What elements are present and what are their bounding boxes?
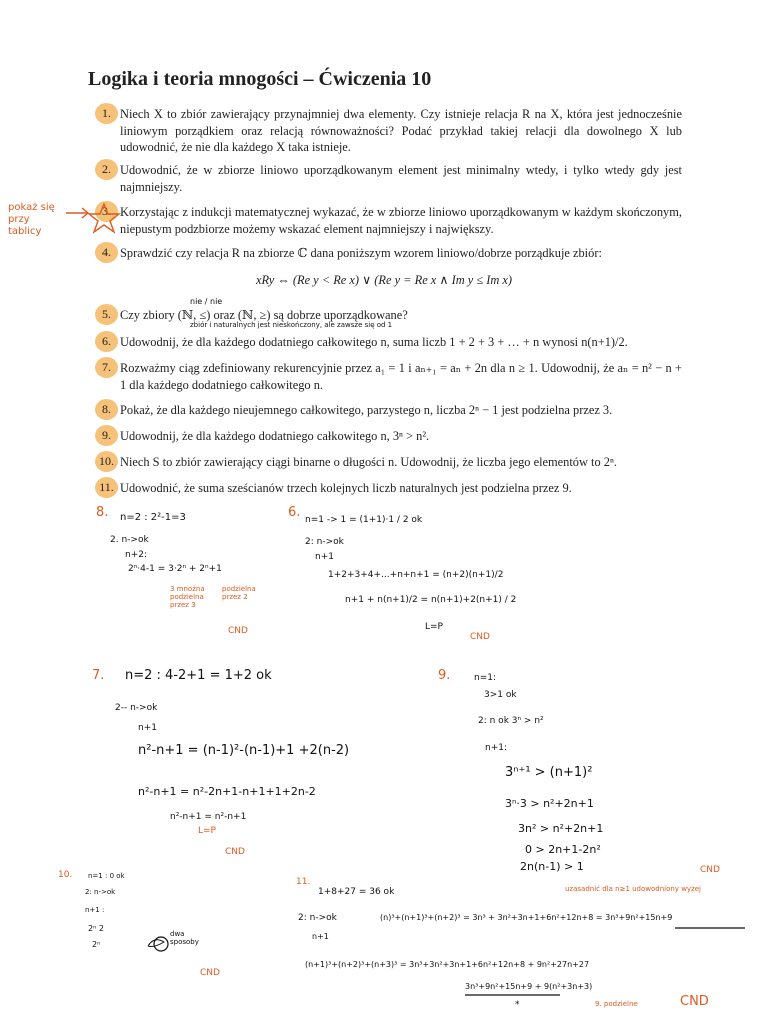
s9-note: uzasadnić dla n≥1 udowodniony wyżej bbox=[565, 885, 701, 893]
s10-line: n=1 : 0 ok bbox=[88, 872, 125, 880]
exercise-text: Niech X to zbiór zawierający przynajmniej dwa elementy. Czy istnieje relacja R na X, która jest jednocześnie liniowym porządkiem oraz relacją równoważności? Podać przykład takiej relacji dla dowolnego X lub udowodnić, że nie dla każdego X taka istnieje. bbox=[120, 107, 682, 155]
exercise-text: Niech S to zbiór zawierający ciągi binarne o długości n. Udowodnij, że liczba jego elementów to 2ⁿ. bbox=[120, 455, 617, 469]
s6-label: 6. bbox=[288, 505, 301, 520]
exercise-number: 2. bbox=[95, 159, 118, 180]
exercise-text: Udowodnić, że suma sześcianów trzech kolejnych liczb naturalnych jest podzielna przez 9. bbox=[120, 481, 572, 495]
s8-label: 8. bbox=[96, 505, 109, 520]
s7-line: 2-- n->ok bbox=[115, 703, 158, 713]
exercise-text: Udowodnij, że dla każdego dodatniego całkowitego n, suma liczb 1 + 2 + 3 + … + n wynosi n(n+1)/2. bbox=[120, 335, 628, 349]
s8-cnd: CND bbox=[228, 626, 248, 636]
s9-line: 3n² > n²+2n+1 bbox=[518, 822, 604, 835]
s6-line: n+1 + n(n+1)/2 = n(n+1)+2(n+1) / 2 bbox=[345, 595, 517, 605]
s9-line: 3ⁿ⁺¹ > (n+1)² bbox=[505, 765, 593, 780]
s11-line: 1+8+27 = 36 ok bbox=[318, 887, 395, 897]
star-icon bbox=[89, 204, 119, 232]
s7-cnd: CND bbox=[225, 847, 245, 857]
exercise-number: 8. bbox=[95, 399, 118, 420]
s10-label: 10. bbox=[58, 870, 73, 880]
s6-line: n=1 -> 1 = (1+1)·1 / 2 ok bbox=[305, 515, 423, 525]
ex5-subnote: zbiór i naturalnych jest nieskończony, ale zawsze się od 1 bbox=[190, 321, 393, 329]
s6-line: L=P bbox=[425, 622, 443, 632]
page-title: Logika i teoria mnogości – Ćwiczenia 10 bbox=[88, 68, 432, 90]
s11-line: (n)³+(n+1)³+(n+2)³ = 3n³ + 3n²+3n+1+6n²+12n+8 = 3n³+9n²+15n+9 bbox=[380, 913, 673, 922]
ex5-note: nie / nie bbox=[190, 297, 223, 306]
s6-cnd: CND bbox=[470, 632, 490, 642]
s10-line: 2ⁿ 2 bbox=[88, 924, 104, 933]
exercise-text: Udowodnić, że w zbiorze liniowo uporządkowanym element jest minimalny wtedy, i tylko wtedy gdy jest najmniejszy. bbox=[120, 163, 682, 194]
exercise-text: Korzystając z indukcji matematycznej wykazać, że w zbiorze liniowo uporządkowanym w każdym skończonym, niepustym podzbiorze możemy wskazać element najmniejszy i największy. bbox=[120, 205, 682, 236]
s10-note: dwa sposoby bbox=[170, 930, 199, 946]
s11-cnd: CND bbox=[680, 994, 709, 1009]
exercise-number: 10. bbox=[95, 451, 118, 472]
exercise-number: 7. bbox=[95, 357, 118, 378]
exercise-number: 5. bbox=[95, 304, 118, 325]
s7-line: n+1 bbox=[138, 723, 157, 733]
s9-line: n+1: bbox=[485, 743, 508, 753]
exercise-text: Sprawdzić czy relacja R na zbiorze ℂ dana poniższym wzorem liniowo/dobrze porządkuje zbiór: bbox=[120, 246, 602, 260]
exercise-text: Udowodnij, że dla każdego dodatniego całkowitego n, 3ⁿ > n². bbox=[120, 429, 430, 443]
exercise-number: 11. bbox=[95, 477, 118, 498]
s8-line: 2ⁿ·4-1 = 3·2ⁿ + 2ⁿ+1 bbox=[128, 564, 222, 574]
s9-line: 3>1 ok bbox=[484, 690, 517, 700]
s7-line: n²-n+1 = (n-1)²-(n-1)+1 +2(n-2) bbox=[138, 743, 350, 758]
exercise-number: 1. bbox=[95, 103, 118, 124]
s7-label: 7. bbox=[92, 668, 105, 683]
arrow-icon bbox=[66, 208, 88, 218]
s10-line: 2ⁿ bbox=[92, 940, 101, 949]
s9-line: 3ⁿ·3 > n²+2n+1 bbox=[505, 797, 594, 810]
s8-line: n+2: bbox=[125, 550, 148, 560]
exercise-number: 6. bbox=[95, 331, 118, 352]
exercise-number: 9. bbox=[95, 425, 118, 446]
s7-line: n²-n+1 = n²-2n+1-n+1+1+2n-2 bbox=[138, 785, 316, 798]
s10-line: n+1 : bbox=[85, 906, 105, 914]
s8-line: 2. n->ok bbox=[110, 535, 149, 545]
s11-line: n+1 bbox=[312, 932, 329, 941]
s8-note: podzielna przez 2 bbox=[222, 585, 256, 601]
s11-line: 2: n->ok bbox=[298, 913, 337, 923]
exercise-number: 3. bbox=[95, 201, 118, 222]
s9-line: 0 > 2n+1-2n² bbox=[525, 843, 601, 856]
s9-cnd: CND bbox=[700, 865, 720, 875]
s9-line: n=1: bbox=[474, 673, 497, 683]
s11-line: 3n³+9n²+15n+9 + 9(n²+3n+3) bbox=[465, 982, 593, 991]
s6-line: n+1 bbox=[315, 552, 334, 562]
s7-line: n=2 : 4-2+1 = 1+2 ok bbox=[125, 668, 272, 683]
s6-line: 1+2+3+4+...+n+n+1 = (n+2)(n+1)/2 bbox=[328, 570, 504, 580]
s10-cnd: CND bbox=[200, 968, 220, 978]
s8-line: n=2 : 2²-1=3 bbox=[120, 512, 186, 523]
s8-note: 3 mnożna podzielna przez 3 bbox=[170, 585, 205, 609]
asterisk-mark: * bbox=[515, 1000, 520, 1010]
exercise-number: 4. bbox=[95, 242, 118, 263]
s10-line: 2: n->ok bbox=[85, 888, 116, 896]
exercise-text: Czy zbiory (ℕ, ≤) oraz (ℕ, ≥) są dobrze uporządkowane? bbox=[120, 308, 408, 322]
margin-note: pokaż się przy tablicy bbox=[8, 202, 55, 237]
s7-line: n²-n+1 = n²-n+1 bbox=[170, 812, 247, 822]
s11-label: 11. bbox=[296, 877, 311, 887]
s7-line: L=P bbox=[198, 826, 216, 836]
s9-label: 9. bbox=[438, 668, 451, 683]
exercise-text: Rozważmy ciąg zdefiniowany rekurencyjnie przez a₁ = 1 i aₙ₊₁ = aₙ + 2n dla n ≥ 1. Udowodnij, że aₙ = n² − n + 1 dla każdego dodatniego całkowitego n. bbox=[120, 361, 682, 392]
exercise-text: Pokaż, że dla każdego nieujemnego całkowitego, parzystego n, liczba 2ⁿ − 1 jest podzielna przez 3. bbox=[120, 403, 613, 417]
s11-note: 9. podzielne bbox=[595, 1000, 638, 1008]
s9-line: 2: n ok 3ⁿ > n² bbox=[478, 716, 544, 726]
s6-line: 2: n->ok bbox=[305, 537, 344, 547]
s11-line: (n+1)³+(n+2)³+(n+3)³ = 3n³+3n²+3n+1+6n²+12n+8 + 9n²+27n+27 bbox=[305, 960, 590, 969]
relation-formula: xRy ⇔ (Re y < Re x) ∨ (Re y = Re x ∧ Im y ≤ Im x) bbox=[255, 273, 513, 287]
s9-line: 2n(n-1) > 1 bbox=[520, 860, 584, 873]
